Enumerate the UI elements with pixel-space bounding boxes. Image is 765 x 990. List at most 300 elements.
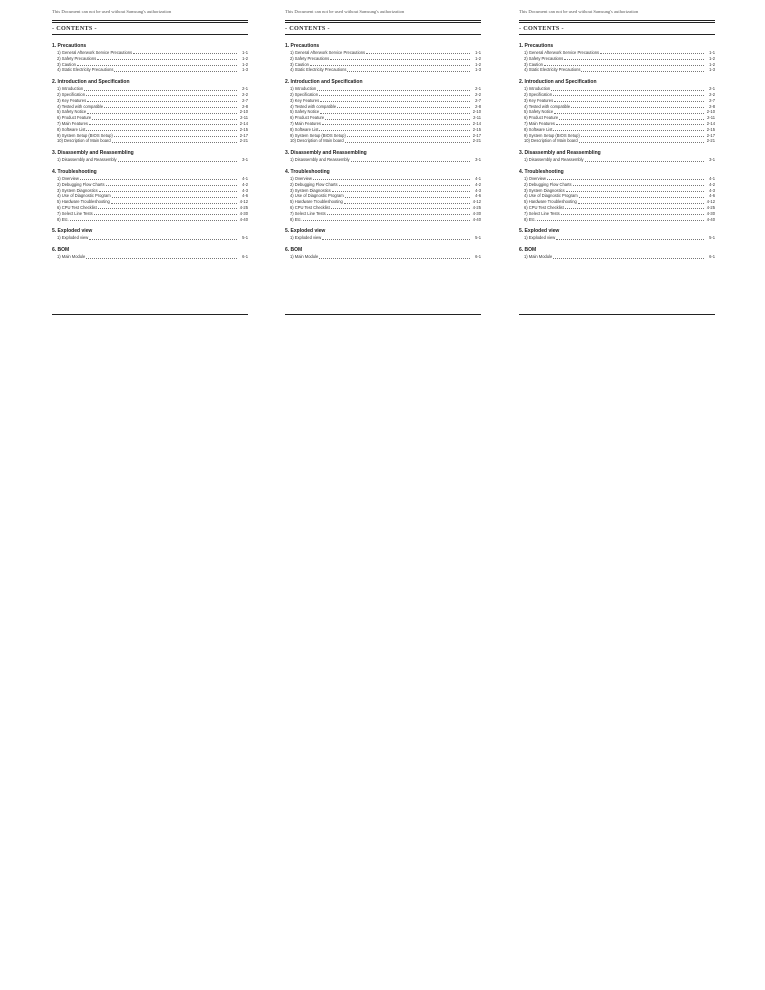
toc-entry-label: 4) Static Electricity Precautions [524, 67, 581, 73]
toc-entry-page-number: 4-40 [472, 216, 481, 222]
section-title: 5. Exploded view [285, 228, 326, 235]
dot-leader [303, 220, 470, 221]
dot-leader [571, 107, 704, 108]
dot-leader [313, 179, 470, 180]
toc-entry-page-number: 1-3 [709, 67, 715, 73]
dot-leader [556, 124, 704, 125]
dot-leader [84, 90, 237, 91]
toc-entry-page-number: 1-2 [242, 61, 248, 67]
toc-entry-label: 2) Debugging Flow Charts [57, 181, 105, 187]
toc-entry-page-number: 2-15 [472, 126, 481, 132]
toc-entry-label: 3) System Diagnostics [57, 187, 98, 193]
toc-entry-page-number: 2-2 [709, 91, 715, 97]
toc-entry-page-number: 1-1 [475, 50, 481, 55]
toc-entry-list [57, 86, 248, 144]
dot-leader [339, 185, 470, 186]
toc-entry-page-number: 4-6 [242, 193, 248, 199]
toc-entry-page-number: 1-2 [709, 55, 715, 61]
toc-entry-label: 2) Safety Precautions [57, 55, 97, 61]
dot-leader [351, 161, 470, 162]
toc-entry[interactable] [57, 254, 248, 260]
dot-leader [310, 65, 470, 66]
toc-entry-label: 4) Tested with compatible [524, 103, 571, 109]
dot-leader [87, 113, 237, 114]
toc-entry-label: 8) Software List [290, 126, 319, 132]
toc-entry-list [290, 50, 481, 73]
toc-entry-page-number: 1-2 [475, 55, 481, 61]
header-double-rule [52, 20, 248, 23]
toc-entry[interactable] [290, 157, 481, 163]
dot-leader [578, 203, 704, 204]
toc-entry-label: 9) System Setup (BIOS Setup) [290, 132, 346, 138]
section-title: 4. Troubleshooting [52, 168, 97, 175]
toc-entry-label: 1) Exploded view [524, 235, 556, 241]
toc-section [52, 43, 248, 73]
dot-leader [322, 124, 470, 125]
toc-section [519, 247, 715, 260]
toc-entry-list [290, 86, 481, 144]
dot-leader [337, 107, 470, 108]
toc-entry-label: 7) Select Line Tests [57, 210, 93, 216]
dot-leader [544, 65, 704, 66]
header-double-rule [519, 20, 715, 23]
section-title: 5. Exploded view [519, 228, 560, 235]
toc-entry-page-number: 2-8 [709, 103, 715, 109]
toc-entry-label: 5) Safety Notice [290, 109, 320, 115]
toc-entry-page-number: 2-14 [472, 120, 481, 126]
toc-entry-page-number: 2-17 [472, 132, 481, 138]
authorization-notice: This Document can not be used without Samsung's authorization [285, 9, 405, 14]
toc-entry-list [57, 157, 248, 163]
toc-entry[interactable] [524, 67, 715, 73]
dot-leader [319, 258, 470, 259]
table-of-contents [519, 43, 715, 260]
table-of-contents [285, 43, 481, 260]
toc-entry-page-number: 4-30 [472, 210, 481, 216]
toc-entry-label: 1) Introduction [524, 86, 551, 92]
toc-entry-page-number: 1-2 [709, 61, 715, 67]
dot-leader [114, 136, 237, 137]
toc-entry-label: 4) Static Electricity Precautions [290, 67, 347, 73]
toc-entry-page-number: 4-3 [242, 187, 248, 193]
toc-entry-label: 8) Software List [57, 126, 86, 132]
toc-entry[interactable] [57, 138, 248, 144]
toc-entry-list [57, 176, 248, 222]
toc-entry-page-number: 4-25 [706, 204, 715, 210]
toc-entry-page-number: 4-2 [475, 181, 481, 187]
dot-leader [581, 71, 704, 72]
toc-entry-page-number: 2-1 [709, 86, 715, 92]
toc-entry-label: 5) Hardware Troubleshooting [524, 199, 577, 205]
toc-entry-page-number: 2-15 [706, 126, 715, 132]
dot-leader [319, 130, 470, 131]
dot-leader [553, 95, 704, 96]
toc-entry-label: 7) Main Features [57, 120, 88, 126]
dot-leader [547, 179, 704, 180]
toc-section [52, 169, 248, 222]
toc-entry[interactable] [57, 67, 248, 73]
toc-entry-list [57, 235, 248, 241]
footer-rule [519, 314, 715, 315]
dot-leader [600, 53, 704, 54]
dot-leader [566, 191, 704, 192]
toc-entry-list [524, 235, 715, 241]
toc-section [52, 79, 248, 144]
toc-entry-label: 10) Description of Main board [57, 138, 111, 144]
toc-entry[interactable] [290, 254, 481, 260]
contents-title: - CONTENTS - [52, 25, 97, 32]
footer-rule [52, 314, 248, 315]
section-title: 6. BOM [519, 247, 537, 254]
dot-leader [554, 113, 704, 114]
toc-entry-label: 1) Overview [524, 175, 546, 181]
toc-entry-page-number: 3-1 [242, 157, 248, 163]
dot-leader [585, 161, 704, 162]
toc-entry-page-number: 2-17 [239, 132, 248, 138]
toc-entry-page-number: 6-1 [709, 254, 715, 260]
section-title: 3. Disassembly and Reassembling [519, 150, 601, 157]
toc-entry-page-number: 2-14 [239, 120, 248, 126]
toc-entry-page-number: 2-7 [475, 97, 481, 103]
toc-entry-label: 2) Specification [290, 91, 318, 97]
toc-entry-label: 5) Hardware Troubleshooting [57, 199, 110, 205]
dot-leader [317, 90, 470, 91]
dot-leader [551, 90, 704, 91]
toc-entry[interactable] [57, 157, 248, 163]
toc-entry[interactable] [524, 235, 715, 241]
dot-leader [133, 53, 237, 54]
dot-leader [553, 258, 704, 259]
toc-entry-list [290, 157, 481, 163]
toc-entry[interactable] [290, 67, 481, 73]
toc-section [285, 79, 481, 144]
toc-entry-label: 6) CPU Test Checklist [290, 204, 330, 210]
section-title: 2. Introduction and Specification [285, 79, 363, 86]
dot-leader [345, 142, 470, 143]
toc-entry-label: 1) Introduction [57, 86, 84, 92]
dot-leader [553, 130, 704, 131]
toc-entry-page-number: 4-3 [709, 187, 715, 193]
dot-leader [322, 239, 470, 240]
toc-entry-label: 7) Select Line Tests [290, 210, 326, 216]
toc-section [52, 228, 248, 241]
toc-entry[interactable] [290, 138, 481, 144]
toc-entry-page-number: 4-6 [709, 193, 715, 199]
toc-entry-page-number: 3-1 [709, 157, 715, 163]
toc-entry-list [290, 176, 481, 222]
section-title: 2. Introduction and Specification [519, 79, 597, 86]
toc-entry-page-number: 2-1 [242, 86, 248, 92]
section-title: 4. Troubleshooting [285, 168, 330, 175]
toc-entry-label: 3) Key Features [290, 97, 320, 103]
toc-entry[interactable] [57, 235, 248, 241]
dot-leader [366, 53, 470, 54]
toc-entry-label: 1) Main Module [290, 254, 319, 260]
toc-entry-label: 1) General Afterwork Service Precautions [57, 50, 133, 55]
toc-entry-label: 9) System Setup (BIOS Setup) [57, 132, 113, 138]
toc-entry-page-number: 4-2 [709, 181, 715, 187]
header-rule [519, 34, 715, 35]
toc-entry-page-number: 4-30 [706, 210, 715, 216]
toc-entry-label: 1) Disassembly and Reassembly [524, 157, 584, 163]
dot-leader [330, 59, 470, 60]
toc-entry-label: 8) Etc. [524, 216, 536, 222]
dot-leader [573, 185, 704, 186]
dot-leader [345, 197, 470, 198]
dot-leader [111, 203, 237, 204]
toc-entry-label: 3) Caution [290, 61, 309, 67]
section-title: 2. Introduction and Specification [52, 79, 130, 86]
toc-section [519, 79, 715, 144]
toc-entry-label: 1) Main Module [57, 254, 86, 260]
toc-entry[interactable] [290, 235, 481, 241]
toc-entry-page-number: 2-7 [242, 97, 248, 103]
toc-entry[interactable] [290, 217, 481, 223]
toc-entry-label: 4) Tested with compatible [290, 103, 337, 109]
toc-entry-page-number: 4-25 [472, 204, 481, 210]
dot-leader [118, 161, 237, 162]
toc-entry-label: 10) Description of Main board [524, 138, 578, 144]
toc-entry-page-number: 3-1 [475, 157, 481, 163]
toc-entry-page-number: 2-10 [472, 109, 481, 115]
toc-entry-list [524, 50, 715, 73]
toc-entry-label: 7) Main Features [524, 120, 555, 126]
toc-entry-page-number: 2-21 [239, 138, 248, 144]
dot-leader [86, 130, 237, 131]
toc-entry-label: 8) Software List [524, 126, 553, 132]
dot-leader [579, 197, 704, 198]
toc-entry-label: 6) Product Feature [524, 115, 559, 121]
section-title: 4. Troubleshooting [519, 168, 564, 175]
toc-entry-page-number: 4-40 [239, 216, 248, 222]
header-rule [285, 34, 481, 35]
dot-leader [344, 203, 470, 204]
toc-entry-label: 3) Caution [57, 61, 76, 67]
toc-entry-label: 7) Main Features [290, 120, 321, 126]
dot-leader [89, 124, 237, 125]
toc-entry-page-number: 2-11 [240, 115, 248, 121]
dot-leader [97, 59, 237, 60]
toc-entry-label: 4) Use of Diagnostic Program [524, 193, 578, 199]
toc-entry-label: 5) Safety Notice [524, 109, 554, 115]
dot-leader [104, 107, 237, 108]
toc-entry-label: 1) Disassembly and Reassembly [290, 157, 350, 163]
toc-entry-page-number: 2-2 [475, 91, 481, 97]
toc-entry-list [524, 86, 715, 144]
toc-entry-label: 1) Main Module [524, 254, 553, 260]
toc-entry-label: 4) Use of Diagnostic Program [290, 193, 344, 199]
toc-entry-page-number: 2-14 [706, 120, 715, 126]
dot-leader [86, 95, 237, 96]
toc-entry-page-number: 1-3 [475, 67, 481, 73]
header-double-rule [285, 20, 481, 23]
authorization-notice: This Document can not be used without Samsung's authorization [519, 9, 639, 14]
section-title: 5. Exploded view [52, 228, 93, 235]
toc-entry-page-number: 1-2 [242, 55, 248, 61]
toc-entry-label: 8) Etc. [290, 216, 302, 222]
toc-entry-label: 6) Product Feature [57, 115, 92, 121]
dot-leader [98, 208, 237, 209]
toc-entry-page-number: 1-2 [475, 61, 481, 67]
toc-column-3 [519, 8, 715, 266]
dot-leader [94, 214, 237, 215]
contents-title: - CONTENTS - [519, 25, 564, 32]
toc-entry-label: 2) Specification [524, 91, 552, 97]
dot-leader [556, 239, 704, 240]
toc-entry-label: 3) Key Features [57, 97, 87, 103]
header-rule [52, 34, 248, 35]
toc-section [52, 247, 248, 260]
toc-entry-list [290, 254, 481, 260]
toc-entry[interactable] [524, 157, 715, 163]
dot-leader [581, 136, 704, 137]
toc-entry-label: 4) Static Electricity Precautions [57, 67, 114, 73]
toc-entry-page-number: 4-1 [242, 175, 248, 181]
dot-leader [537, 220, 704, 221]
toc-section [285, 43, 481, 73]
toc-entry-label: 1) Introduction [290, 86, 317, 92]
toc-entry-label: 4) Use of Diagnostic Program [57, 193, 111, 199]
toc-entry-label: 2) Debugging Flow Charts [524, 181, 572, 187]
toc-entry-page-number: 2-2 [242, 91, 248, 97]
footer-rule [285, 314, 481, 315]
toc-entry-page-number: 4-3 [475, 187, 481, 193]
toc-entry[interactable] [57, 217, 248, 223]
dot-leader [86, 258, 237, 259]
toc-entry-page-number: 2-10 [239, 109, 248, 115]
toc-entry-list [57, 254, 248, 260]
table-of-contents [52, 43, 248, 260]
toc-section [285, 150, 481, 163]
toc-entry-label: 8) Etc. [57, 216, 69, 222]
toc-entry-page-number: 4-25 [239, 204, 248, 210]
toc-entry-list [524, 254, 715, 260]
toc-entry-page-number: 2-7 [709, 97, 715, 103]
toc-entry-label: 9) System Setup (BIOS Setup) [524, 132, 580, 138]
toc-entry-label: 1) General Afterwork Service Precautions [290, 50, 366, 55]
toc-entry-page-number: 1-1 [242, 50, 248, 55]
toc-entry-label: 2) Specification [57, 91, 85, 97]
dot-leader [327, 214, 470, 215]
dot-leader [319, 95, 470, 96]
toc-entry-label: 2) Debugging Flow Charts [290, 181, 338, 187]
toc-entry-label: 6) CPU Test Checklist [524, 204, 564, 210]
toc-entry-label: 5) Hardware Troubleshooting [290, 199, 343, 205]
section-title: 1. Precautions [285, 43, 320, 49]
toc-entry[interactable] [524, 217, 715, 223]
dot-leader [347, 136, 470, 137]
toc-entry-label: 6) Product Feature [290, 115, 325, 121]
dot-leader [565, 208, 704, 209]
toc-entry-list [57, 50, 248, 73]
toc-entry-page-number: 2-8 [242, 103, 248, 109]
dot-leader [325, 119, 470, 120]
toc-entry[interactable] [524, 138, 715, 144]
dot-leader [106, 185, 237, 186]
toc-entry-page-number: 4-40 [706, 216, 715, 222]
dot-leader [80, 179, 237, 180]
toc-entry-list [524, 176, 715, 222]
toc-entry-label: 4) Tested with compatible [57, 103, 104, 109]
toc-entry-label: 3) Key Features [524, 97, 554, 103]
toc-entry-page-number: 4-6 [475, 193, 481, 199]
toc-section [285, 228, 481, 241]
toc-entry-page-number: 4-2 [242, 181, 248, 187]
toc-entry-page-number: 2-15 [239, 126, 248, 132]
dot-leader [114, 71, 237, 72]
dot-leader [77, 65, 237, 66]
dot-leader [112, 142, 237, 143]
toc-entry-label: 7) Select Line Tests [524, 210, 560, 216]
toc-entry-page-number: 2-8 [475, 103, 481, 109]
toc-entry-page-number: 4-30 [239, 210, 248, 216]
toc-entry-label: 1) Overview [290, 175, 312, 181]
toc-entry-page-number: 2-21 [706, 138, 715, 144]
dot-leader [559, 119, 704, 120]
toc-entry[interactable] [524, 254, 715, 260]
toc-entry-page-number: 5-1 [709, 235, 715, 241]
toc-entry-list [290, 235, 481, 241]
toc-entry-page-number: 4-12 [239, 199, 248, 205]
toc-column-1 [52, 8, 248, 266]
toc-entry-label: 1) Exploded view [57, 235, 89, 241]
toc-entry-label: 3) Caution [524, 61, 543, 67]
toc-section [519, 43, 715, 73]
toc-entry-page-number: 1-1 [709, 50, 715, 55]
section-title: 6. BOM [285, 247, 303, 254]
toc-entry-page-number: 4-1 [475, 175, 481, 181]
dot-leader [579, 142, 704, 143]
toc-entry-page-number: 2-10 [706, 109, 715, 115]
dot-leader [347, 71, 470, 72]
toc-entry-label: 6) CPU Test Checklist [57, 204, 97, 210]
dot-leader [112, 197, 237, 198]
authorization-notice: This Document can not be used without Samsung's authorization [52, 9, 172, 14]
dot-leader [320, 101, 470, 102]
section-title: 6. BOM [52, 247, 70, 254]
toc-entry-label: 1) Overview [57, 175, 79, 181]
toc-entry-label: 3) System Diagnostics [524, 187, 565, 193]
toc-entry-label: 10) Description of Main board [290, 138, 344, 144]
dot-leader [564, 59, 704, 60]
toc-entry-label: 2) Safety Precautions [524, 55, 564, 61]
toc-section [519, 169, 715, 222]
section-title: 1. Precautions [519, 43, 554, 49]
toc-entry-page-number: 5-1 [242, 235, 248, 241]
dot-leader [320, 113, 470, 114]
toc-section [285, 169, 481, 222]
toc-entry-page-number: 4-12 [706, 199, 715, 205]
toc-section [52, 150, 248, 163]
toc-entry-label: 1) General Afterwork Service Precautions [524, 50, 600, 55]
toc-entry-label: 3) System Diagnostics [290, 187, 331, 193]
dot-leader [87, 101, 237, 102]
toc-entry-label: 5) Safety Notice [57, 109, 87, 115]
toc-section [519, 150, 715, 163]
toc-entry-label: 1) Disassembly and Reassembly [57, 157, 117, 163]
toc-entry-label: 1) Exploded view [290, 235, 322, 241]
dot-leader [89, 239, 237, 240]
toc-entry-page-number: 2-1 [475, 86, 481, 92]
dot-leader [561, 214, 704, 215]
toc-entry-page-number: 4-1 [709, 175, 715, 181]
dot-leader [70, 220, 237, 221]
toc-entry-page-number: 2-11 [473, 115, 481, 121]
contents-title: - CONTENTS - [285, 25, 330, 32]
toc-entry-page-number: 2-21 [472, 138, 481, 144]
toc-entry-page-number: 4-12 [472, 199, 481, 205]
toc-section [285, 247, 481, 260]
